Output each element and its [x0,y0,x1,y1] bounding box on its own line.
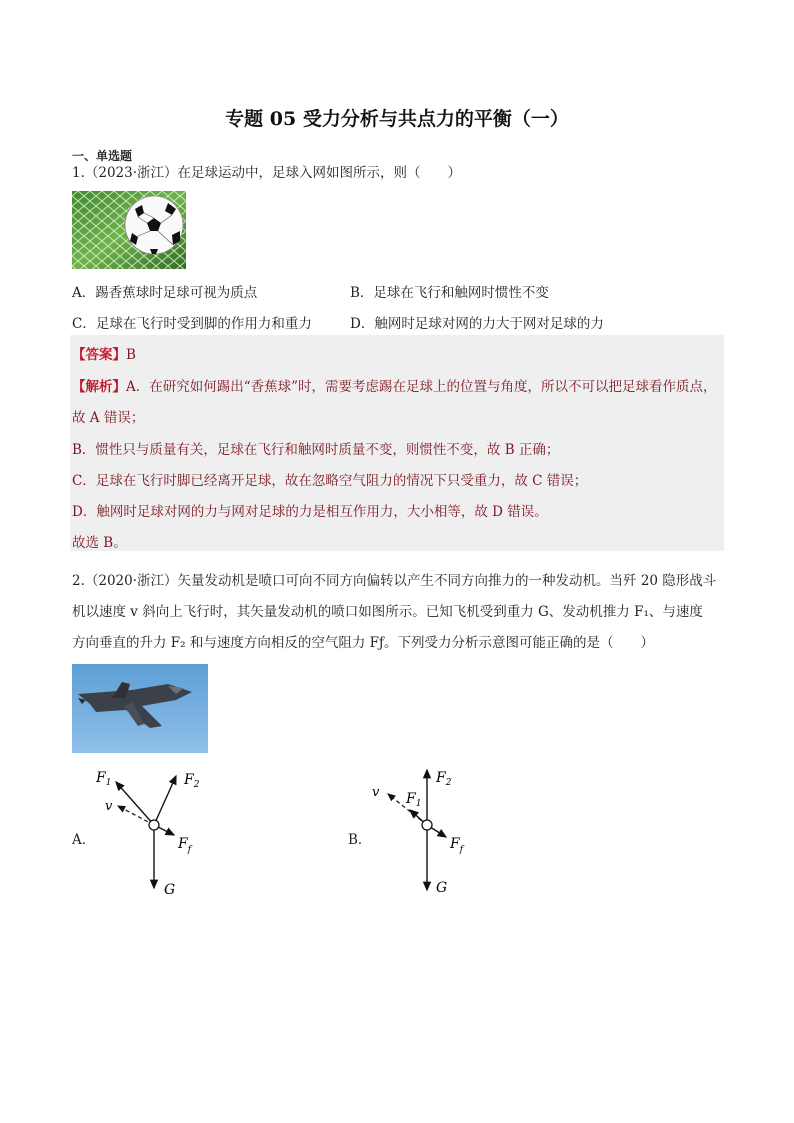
soccer-ball-image [72,191,186,269]
q1-option-b: B．足球在飞行和触网时惯性不变 [350,285,549,301]
question-2-line-1: 2.（2020·浙江）矢量发动机是喷口可向不同方向偏转以产生不同方向推力的一种发动机。当歼 20 隐形战斗 [72,573,717,589]
q1-option-d: D．触网时足球对网的力大于网对足球的力 [350,316,604,332]
answer-value: B [126,347,136,363]
analysis-text-1: A．在研究如何踢出“香蕉球”时，需要考虑踢在足球上的位置与角度，所以不可以把足球看作质点， [126,379,717,395]
analysis-line-5: D．触网时足球对网的力与网对足球的力是相互作用力，大小相等，故 D 错误。 [72,504,548,520]
diagram-a-g-label: G [164,882,176,898]
q1-option-a: A．踢香蕉球时足球可视为质点 [72,285,258,301]
fighter-jet-image [72,664,208,753]
force-diagram-a [92,762,212,900]
question-1-stem: 1.（2023·浙江）在足球运动中，足球入网如图所示，则（ ） [72,165,462,181]
page-title: 专题 05 受力分析与共点力的平衡（一） [225,108,569,130]
analysis-line-4: C．足球在飞行时脚已经离开足球，故在忽略空气阻力的情况下只受重力，故 C 错误； [72,473,588,489]
option-a-label: A． [72,832,96,848]
diagram-b-f2-label: $F_2$ [436,770,452,788]
analysis-tag: 【解析】 [72,379,126,395]
force-diagram-b [366,762,486,900]
diagram-a-f1-label: $F_1$ [96,770,112,788]
diagram-a-v-label: v [105,799,113,814]
question-2-line-2: 机以速度 v 斜向上飞行时，其矢量发动机的喷口如图所示。已知飞机受到重力 G、发动机推力 F₁、与速度 [72,604,703,620]
q1-option-c: C．足球在飞行时受到脚的作用力和重力 [72,316,312,332]
diagram-a-ff-label: $F_f$ [178,836,192,855]
diagram-b-g-label: G [436,880,448,896]
question-2-line-3: 方向垂直的升力 F₂ 和与速度方向相反的空气阻力 Fƒ。下列受力分析示意图可能正确的是（ ） [72,635,655,651]
diagram-b-ff-label: $F_f$ [450,836,464,855]
analysis-line-3: B．惯性只与质量有关，足球在飞行和触网时质量不变，则惯性不变，故 B 正确； [72,442,560,458]
option-b-label: B． [348,832,372,848]
answer-line [72,343,136,363]
analysis-line-6: 故选 B。 [72,535,127,551]
answer-tag: 【答案】 [72,347,126,363]
diagram-b-f1-label: $F_1$ [406,791,422,809]
analysis-line-1 [72,375,717,395]
section-heading: 一、单选题 [72,149,133,163]
analysis-line-2: 故 A 错误； [72,410,145,426]
diagram-a-f2-label: $F_2$ [184,772,200,790]
diagram-b-v-label: v [372,785,380,800]
